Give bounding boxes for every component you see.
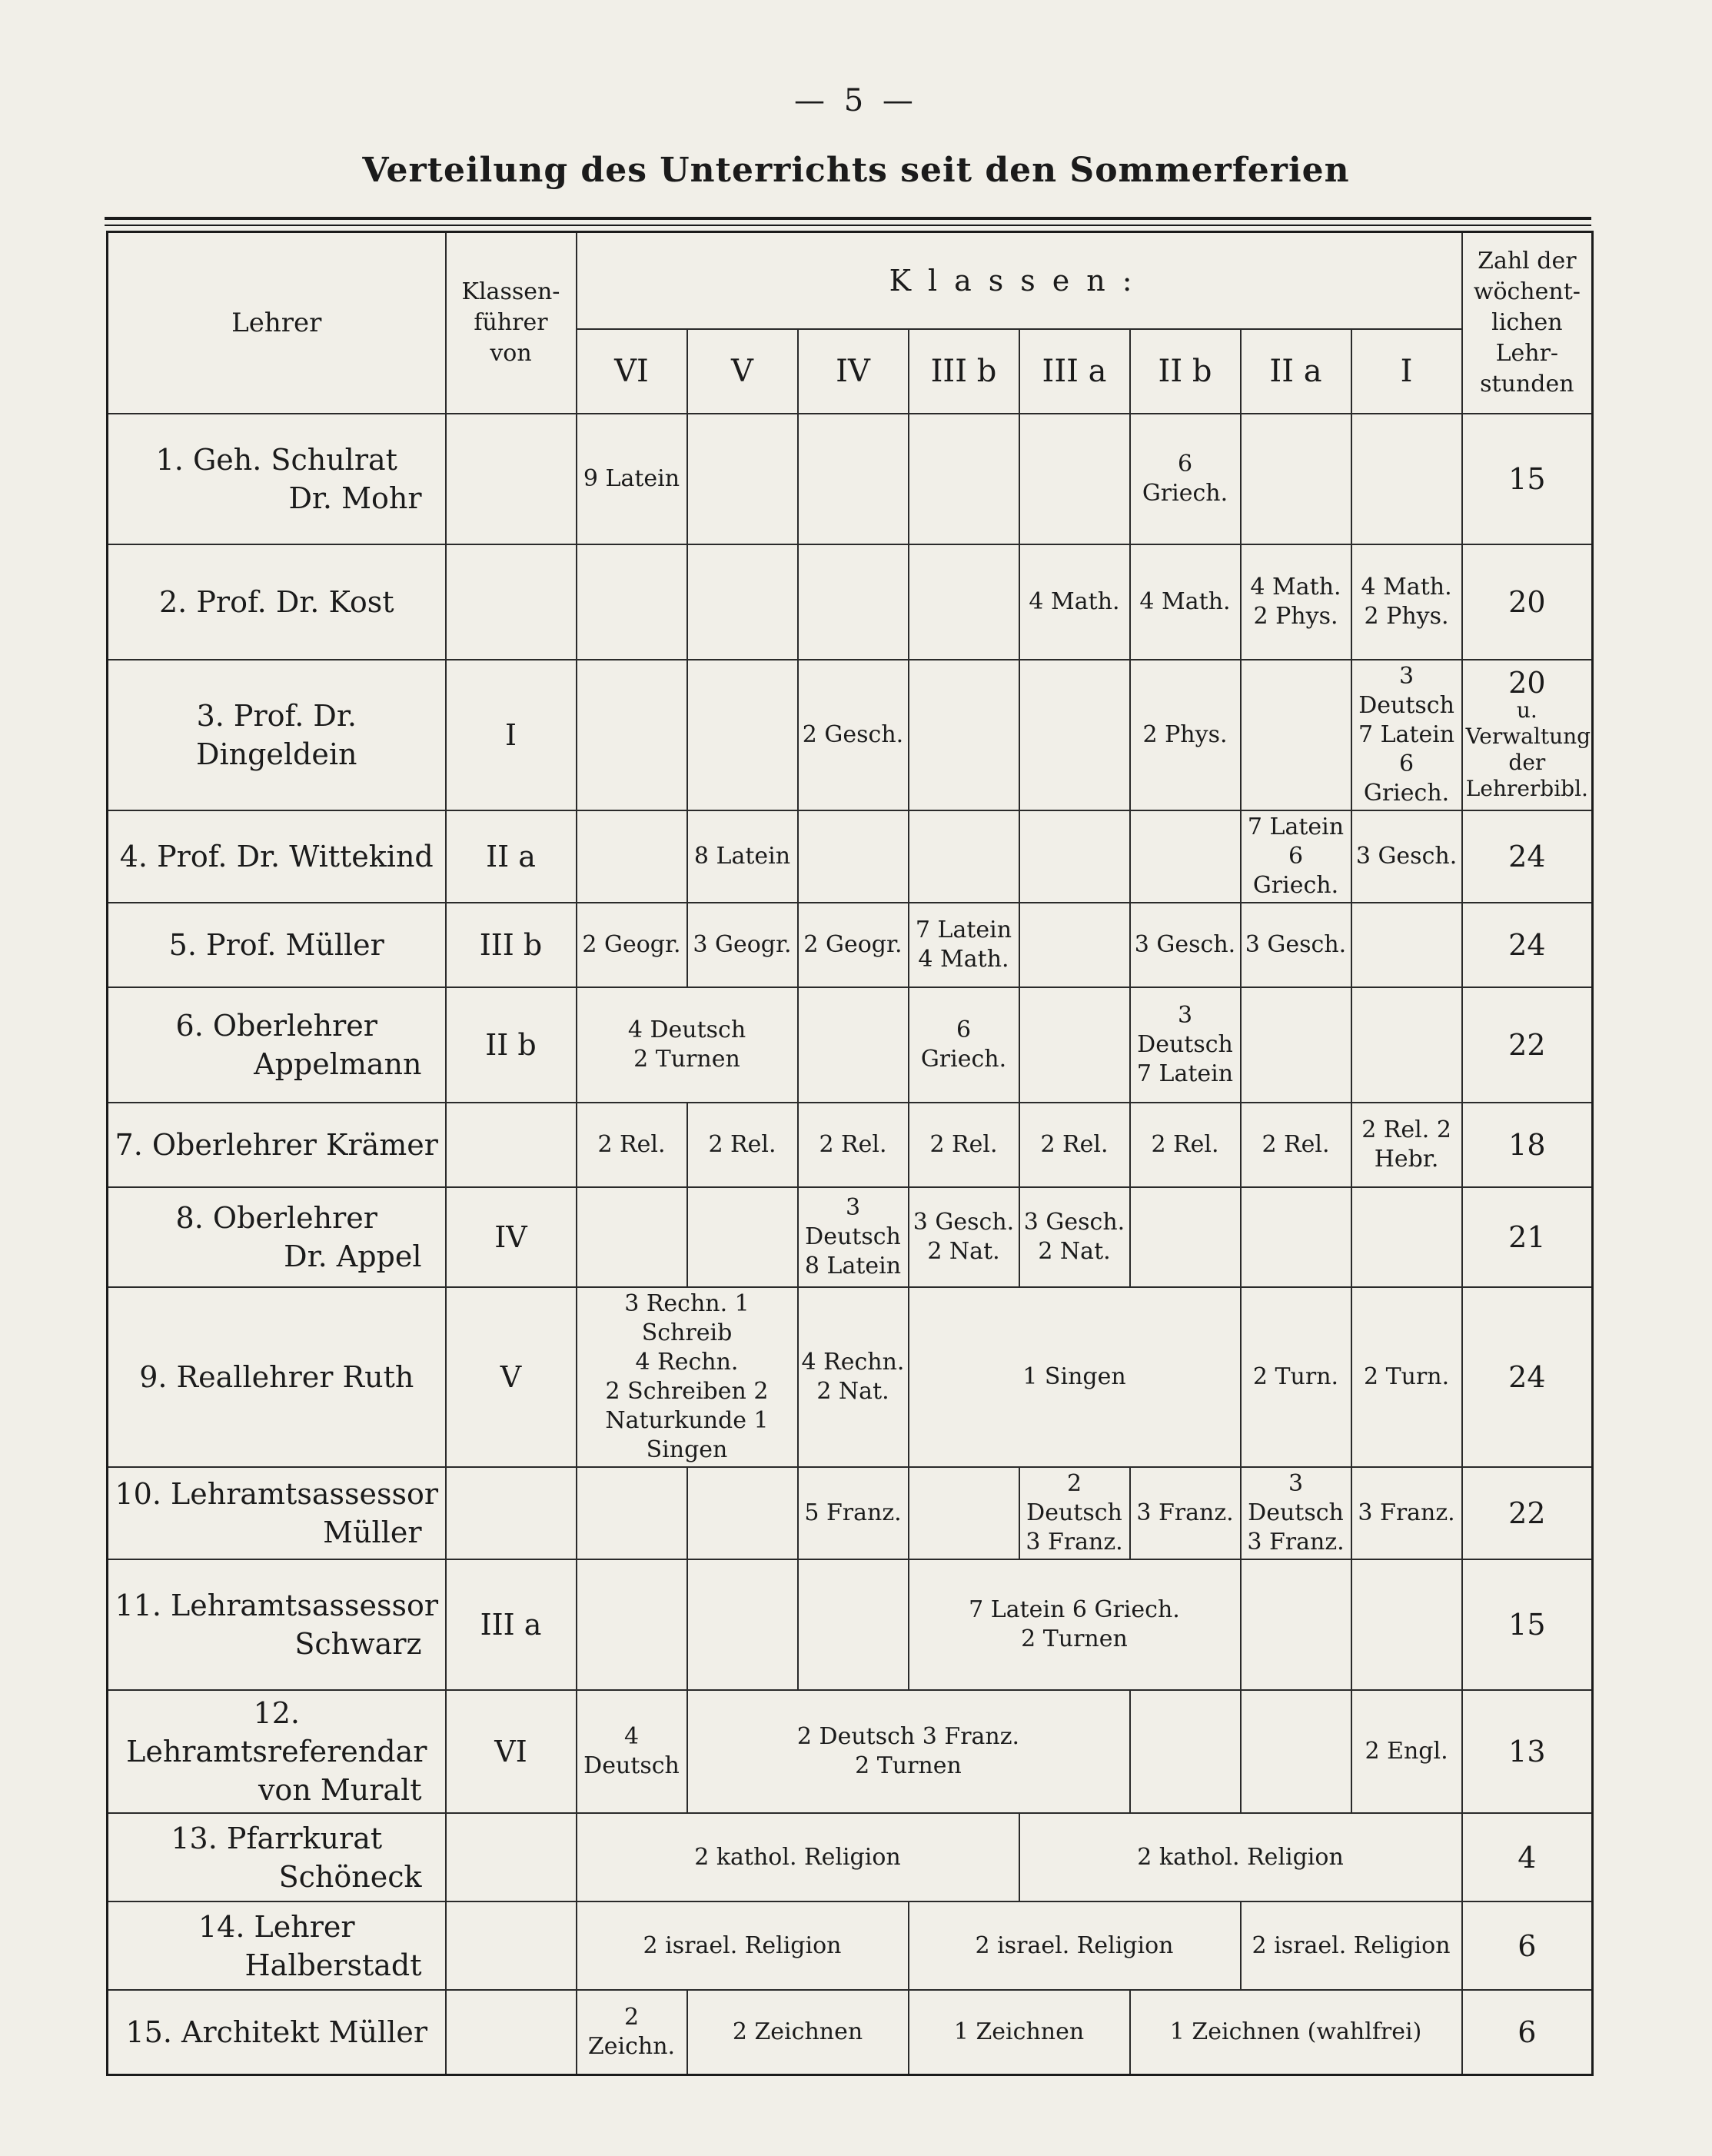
cell-IIb: 3 Franz. [1130, 1467, 1241, 1559]
cell-IIa [1241, 1187, 1351, 1287]
header-class-IIa: II a [1241, 329, 1351, 414]
cell-I [1351, 414, 1462, 544]
teacher-name: Reallehrer Ruth [176, 1360, 414, 1394]
total-cell: 24 [1462, 810, 1593, 903]
cell-VI [577, 544, 687, 660]
cell-IIa: 2 Rel. [1241, 1103, 1351, 1187]
table-row [108, 903, 1593, 987]
cell-IIb: 3 Deutsch 7 Latein [1130, 987, 1241, 1103]
total-cell: 15 [1462, 414, 1593, 544]
total-cell: 4 [1462, 1813, 1593, 1901]
cell-IIb: 2 Rel. [1130, 1103, 1241, 1187]
cell-IIb: 4 Math. [1130, 544, 1241, 660]
cell-V [687, 660, 798, 810]
table-row [108, 1559, 1593, 1690]
cell-IIIb [909, 544, 1019, 660]
teacher-name: Geh. Schulrat [192, 443, 397, 477]
row-number: 12. [253, 1696, 300, 1730]
header-class-IIIb: III b [909, 329, 1019, 414]
cell-IIa [1241, 660, 1351, 810]
header-class-IIb: II b [1130, 329, 1241, 414]
header-total: Zahl der wöchent-lichen Lehr-stunden [1462, 232, 1593, 414]
cell-V [687, 414, 798, 544]
page-number: — 5 — [794, 83, 918, 118]
header-class-I: I [1351, 329, 1462, 414]
cell-VI [577, 1467, 687, 1559]
span-text: 2 Turnen [1021, 1625, 1128, 1652]
cell-I [1351, 987, 1462, 1103]
teacher-cell [108, 1287, 446, 1467]
klassenfuehrer-cell: I [446, 660, 577, 810]
cell-VI-IIIb: 2 kathol. Religion [577, 1813, 1019, 1901]
cell-V-text: 4 Rechn. [635, 1349, 739, 1376]
header-row-1 [108, 232, 1593, 330]
teacher-name: Oberlehrer [212, 1009, 377, 1043]
klassenfuehrer-cell [446, 414, 577, 544]
cell-IIIa: 2 Deutsch 3 Franz. [1019, 1467, 1130, 1559]
span-text: 2 Schreiben 2 Naturkunde 1 Singen [605, 1378, 769, 1463]
teacher-name-2: Appelmann [254, 1047, 422, 1081]
cell-IIb [1130, 1187, 1241, 1287]
span-text: 2 Turnen [633, 1046, 740, 1073]
teacher-cell [108, 1187, 446, 1287]
row-number: 8. [175, 1201, 204, 1235]
cell-IIIa [1019, 414, 1130, 544]
teacher-name: Prof. Dr. Dingeldein [195, 699, 357, 771]
cell-IIIb [909, 1467, 1019, 1559]
page-title: Verteilung des Unterrichts seit den Sommerferien [362, 151, 1350, 190]
teacher-name: Prof. Dr. Wittekind [157, 840, 434, 873]
cell-IV: 5 Franz. [798, 1467, 909, 1559]
klassenfuehrer-cell: II a [446, 810, 577, 903]
cell-IIa: 4 Math. 2 Phys. [1241, 544, 1351, 660]
row-number: 7. [115, 1128, 143, 1162]
cell-VI-V [577, 987, 798, 1103]
cell-IIa: 7 Latein 6 Griech. [1241, 810, 1351, 903]
cell-IIIb-IIb: 2 israel. Religion [909, 1901, 1241, 1990]
cell-IIa: 3 Gesch. [1241, 903, 1351, 987]
cell-IIIb [909, 414, 1019, 544]
header-teacher: Lehrer [108, 232, 446, 414]
teacher-name: Lehramtsassessor [171, 1477, 439, 1511]
top-rule-thin [105, 225, 1591, 226]
total-cell: 6 [1462, 1901, 1593, 1990]
teacher-cell [108, 1559, 446, 1690]
cell-IIIa [1019, 810, 1130, 903]
cell-IIb: 6 Griech. [1130, 414, 1241, 544]
row-number: 11. [115, 1589, 161, 1622]
teacher-cell [108, 660, 446, 810]
cell-I: 2 Engl. [1351, 1690, 1462, 1813]
row-number: 6. [175, 1009, 204, 1043]
klassenfuehrer-cell [446, 1467, 577, 1559]
cell-VI-IV: 2 israel. Religion [577, 1901, 909, 1990]
total-cell: 13 [1462, 1690, 1593, 1813]
cell-VI-text: 3 Rechn. 1 Schreib [624, 1290, 750, 1346]
cell-VI [577, 810, 687, 903]
cell-VI [577, 660, 687, 810]
cell-IV [798, 810, 909, 903]
cell-I [1351, 1187, 1462, 1287]
total-cell: 21 [1462, 1187, 1593, 1287]
cell-I: 3 Franz. [1351, 1467, 1462, 1559]
table-row [108, 987, 1593, 1103]
total-cell: 6 [1462, 1990, 1593, 2074]
table-row [108, 810, 1593, 903]
cell-I: 2 Rel. 2 Hebr. [1351, 1103, 1462, 1187]
cell-V-IIIa [687, 1690, 1130, 1813]
total-cell: 22 [1462, 987, 1593, 1103]
top-rule [105, 217, 1591, 220]
cell-IIIb-IIb: 1 Singen [909, 1287, 1241, 1467]
cell-V [687, 1559, 798, 1690]
table-row [108, 1103, 1593, 1187]
cell-V [687, 544, 798, 660]
total-cell: 20 [1462, 544, 1593, 660]
cell-IIb [1130, 810, 1241, 903]
table-row [108, 1813, 1593, 1901]
header-class-IIIa: III a [1019, 329, 1130, 414]
cell-IIa: 3 Deutsch 3 Franz. [1241, 1467, 1351, 1559]
cell-IV: 2 Geogr. [798, 903, 909, 987]
cell-IIIb: 2 Rel. [909, 1103, 1019, 1187]
klassenfuehrer-cell: III b [446, 903, 577, 987]
cell-IIa: 2 Turn. [1241, 1287, 1351, 1467]
cell-VI-V [577, 1287, 798, 1467]
row-number: 1. [155, 443, 184, 477]
cell-IIa [1241, 1559, 1351, 1690]
cell-IIIb-IIIa: 1 Zeichnen [909, 1990, 1130, 2074]
table-row [108, 660, 1593, 810]
cell-I [1351, 903, 1462, 987]
teacher-name: Lehramtsreferendar [126, 1735, 427, 1768]
span-text: 2 Turnen [855, 1752, 962, 1779]
row-number: 13. [171, 1821, 218, 1855]
klassenfuehrer-cell [446, 1990, 577, 2074]
row-number: 4. [119, 840, 148, 873]
total-value: 20 [1508, 666, 1546, 700]
cell-IIb-I: 1 Zeichnen (wahlfrei) [1130, 1990, 1462, 2074]
cell-IV: 3 Deutsch 8 Latein [798, 1187, 909, 1287]
row-number: 15. [125, 2015, 172, 2049]
cell-IIIa-I: 2 kathol. Religion [1019, 1813, 1462, 1901]
teacher-cell [108, 1901, 446, 1990]
cell-I: 3 Deutsch 7 Latein 6 Griech. [1351, 660, 1462, 810]
table-row [108, 1467, 1593, 1559]
table-row [108, 1901, 1593, 1990]
total-cell: 18 [1462, 1103, 1593, 1187]
cell-IV: 2 Gesch. [798, 660, 909, 810]
header-class-IV: IV [798, 329, 909, 414]
cell-VI: 2 Zeichn. [577, 1990, 687, 2074]
klassenfuehrer-cell: V [446, 1287, 577, 1467]
cell-IIa [1241, 414, 1351, 544]
row-number: 9. [139, 1360, 168, 1394]
cell-IIIb [909, 660, 1019, 810]
row-number: 10. [115, 1477, 161, 1511]
teacher-name: Architekt Müller [181, 2015, 428, 2049]
teacher-cell [108, 414, 446, 544]
teacher-name-2: Dr. Mohr [288, 481, 422, 515]
row-number: 5. [168, 928, 197, 962]
teacher-cell [108, 1467, 446, 1559]
cell-VI: 2 Rel. [577, 1103, 687, 1187]
cell-IV: 2 Rel. [798, 1103, 909, 1187]
teacher-name-2: Schöneck [278, 1859, 422, 1894]
table-row [108, 544, 1593, 660]
cell-V-text: 4 Deutsch [627, 1016, 746, 1043]
cell-IIIb: 7 Latein 4 Math. [909, 903, 1019, 987]
schedule-table [106, 231, 1594, 2076]
teacher-name: Pfarrkurat [226, 1821, 383, 1855]
klassenfuehrer-cell [446, 1813, 577, 1901]
teacher-name: Lehramtsassessor [171, 1589, 439, 1622]
cell-V: 2 Rel. [687, 1103, 798, 1187]
cell-IIa [1241, 1690, 1351, 1813]
teacher-name-2: Müller [323, 1516, 422, 1549]
header-klassenfuehrer: Klassen-führer von [446, 232, 577, 414]
total-cell: 22 [1462, 1467, 1593, 1559]
table-row [108, 1287, 1593, 1467]
teacher-name-2: Halberstadt [244, 1948, 422, 1982]
cell-IIb [1130, 1690, 1241, 1813]
cell-V: 3 Geogr. [687, 903, 798, 987]
table-row [108, 1187, 1593, 1287]
cell-V [687, 1187, 798, 1287]
cell-IIIa [1019, 903, 1130, 987]
total-cell [1462, 660, 1593, 810]
teacher-name-2: Dr. Appel [284, 1239, 422, 1273]
cell-VI: 4 Deutsch [577, 1690, 687, 1813]
row-number: 14. [198, 1909, 245, 1944]
cell-V [687, 1467, 798, 1559]
row-number: 2. [159, 585, 188, 619]
cell-IIIa: 3 Gesch. 2 Nat. [1019, 1187, 1130, 1287]
cell-IIIa-text: 7 Latein 6 Griech. [969, 1596, 1180, 1623]
teacher-name-2: Schwarz [294, 1627, 422, 1661]
header-class-VI: VI [577, 329, 687, 414]
cell-IIIb [909, 810, 1019, 903]
cell-IV [798, 1559, 909, 1690]
teacher-cell [108, 1690, 446, 1813]
cell-IIb: 3 Gesch. [1130, 903, 1241, 987]
cell-VI [577, 1559, 687, 1690]
total-note: u. Verwaltung der Lehrerbibl. [1465, 697, 1591, 801]
cell-IIIa [1019, 660, 1130, 810]
teacher-cell [108, 810, 446, 903]
total-cell: 15 [1462, 1559, 1593, 1690]
cell-IV [798, 414, 909, 544]
cell-IIIb: 3 Gesch. 2 Nat. [909, 1187, 1019, 1287]
cell-IV: 4 Rechn. 2 Nat. [798, 1287, 909, 1467]
cell-IIIa [1019, 987, 1130, 1103]
cell-IIIb: 6 Griech. [909, 987, 1019, 1103]
cell-I [1351, 1559, 1462, 1690]
teacher-cell [108, 987, 446, 1103]
total-cell: 24 [1462, 1287, 1593, 1467]
cell-IIb: 2 Phys. [1130, 660, 1241, 810]
cell-V-IV: 2 Zeichnen [687, 1990, 909, 2074]
cell-VI [577, 1187, 687, 1287]
teacher-cell [108, 1990, 446, 2074]
klassenfuehrer-cell: VI [446, 1690, 577, 1813]
cell-IV [798, 987, 909, 1103]
teacher-cell [108, 544, 446, 660]
klassenfuehrer-cell: II b [446, 987, 577, 1103]
cell-IIIb-IIb [909, 1559, 1241, 1690]
klassenfuehrer-cell: III a [446, 1559, 577, 1690]
klassenfuehrer-cell [446, 1103, 577, 1187]
cell-IIIa: 2 Rel. [1019, 1103, 1130, 1187]
klassenfuehrer-cell: IV [446, 1187, 577, 1287]
teacher-name: Prof. Dr. Kost [196, 585, 394, 619]
header-class-V: V [687, 329, 798, 414]
header-klassen: Klassen: [577, 232, 1462, 330]
teacher-name-2: von Muralt [258, 1773, 422, 1807]
teacher-cell [108, 1813, 446, 1901]
cell-I: 3 Gesch. [1351, 810, 1462, 903]
cell-I: 2 Turn. [1351, 1287, 1462, 1467]
cell-IV [798, 544, 909, 660]
teacher-name: Prof. Müller [206, 928, 384, 962]
klassenfuehrer-cell [446, 1901, 577, 1990]
teacher-cell [108, 903, 446, 987]
teacher-name: Lehrer [254, 1909, 355, 1944]
cell-IIa-I: 2 israel. Religion [1241, 1901, 1462, 1990]
cell-IIIa: 4 Math. [1019, 544, 1130, 660]
teacher-name: Oberlehrer [212, 1201, 377, 1235]
teacher-cell [108, 1103, 446, 1187]
cell-VI: 2 Geogr. [577, 903, 687, 987]
table-row [108, 1690, 1593, 1813]
klassenfuehrer-cell [446, 544, 577, 660]
cell-V: 8 Latein [687, 810, 798, 903]
cell-VI: 9 Latein [577, 414, 687, 544]
cell-IIIb-text: 2 Deutsch 3 Franz. [796, 1723, 1020, 1750]
table-row [108, 414, 1593, 544]
teacher-name: Oberlehrer Krämer [151, 1128, 438, 1162]
table-row [108, 1990, 1593, 2074]
total-cell: 24 [1462, 903, 1593, 987]
cell-IIa [1241, 987, 1351, 1103]
row-number: 3. [196, 699, 224, 733]
cell-I: 4 Math. 2 Phys. [1351, 544, 1462, 660]
